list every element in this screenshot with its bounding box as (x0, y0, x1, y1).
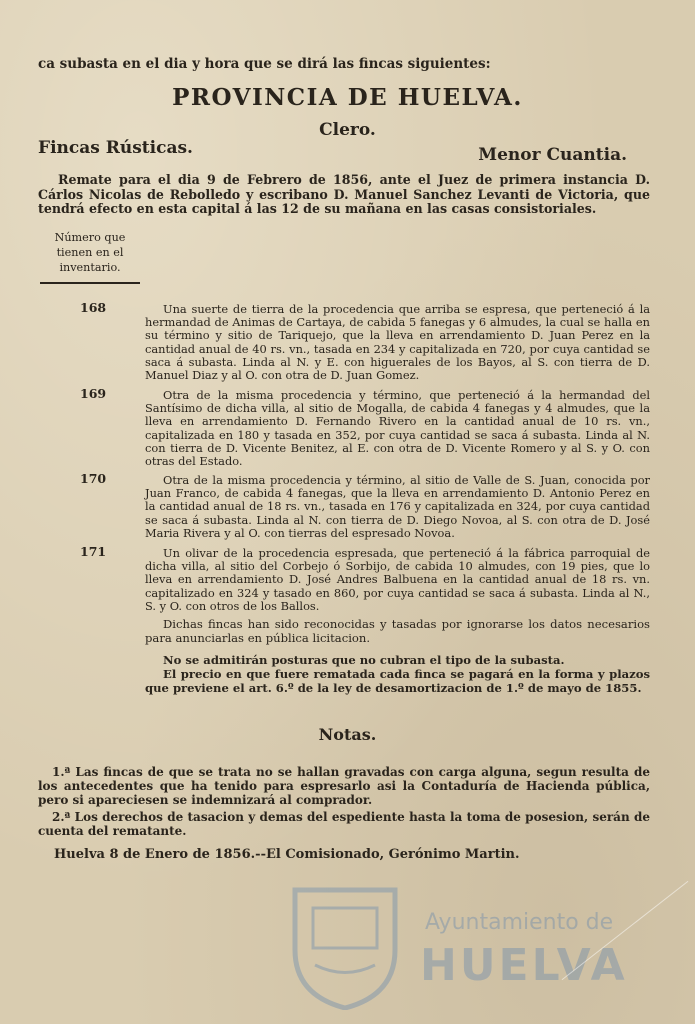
coat-of-arms-icon (285, 880, 405, 1010)
column-header-rule (40, 282, 140, 284)
column-header: Número que tienen en el inventario. (54, 231, 126, 274)
section-title: Clero. (319, 120, 376, 140)
lot-text: Una suerte de tierra de la procedencia que arriba se espresa, que perteneció á la hermandad de Animas de Cartaya, de cabida 5 fanegas y 6 almudes, la cual se halla en su término y sitio de Tariquejo, que la lleva en arrendamiento D. Juan Perez en la cantidad anual de 40 rs. vn., tasada en 234 y capitalizada en 720, por cuya cantidad se saca á subasta. Linda al N. y E. con higuerales de los Bayos, al S. con tierra de D. Manuel Diaz y al O. con otra de D. Juan Gomez. (145, 302, 650, 383)
type-left-heading: Fincas Rústicas. (38, 138, 193, 158)
type-right-heading: Menor Cuantia. (478, 145, 627, 165)
lot-number: 171 (80, 544, 107, 559)
province-title: PROVINCIA DE HUELVA. (172, 84, 523, 111)
watermark-line1: Ayuntamiento de (425, 910, 614, 935)
watermark (270, 880, 670, 1020)
lot-text: Otra de la misma procedencia y término, que perteneció á la hermandad del Santísimo de dicha villa, al sitio de Mogalla, de cabida 4 fanegas y 4 almudes, que la lleva en arrendamiento D. Fernando Rivero en la cantidad anual de 10 rs. vn., capitalizada en 180 y tasada en 352, por cuya cantidad se saca á subasta. Linda al N. con tierra de D. Vicente Benitez, al E. con otra de D. Vicente Romero y al S. y O. con otras del Estado. (145, 388, 650, 469)
lot-number: 170 (80, 471, 107, 486)
lot-text: Otra de la misma procedencia y término, al sitio de Valle de S. Juan, conocida por Juan Franco, de cabida 4 fanegas, que la lleva en arrendamiento D. Antonio Perez en la cantidad anual de 18 rs. vn., tasada en 176 y capitalizada en 324, por cuya cantidad se saca á subasta. Linda al N. con tierra de D. Diego Novoa, al S. con otra de D. José Maria Rivera y al O. con tierras del espresado Novoa. (145, 473, 650, 540)
note-paragraph: No se admitirán posturas que no cubran el tipo de la subasta. (163, 653, 565, 667)
nota-item: 1.ª Las fincas de que se trata no se hallan gravadas con carga alguna, segun resulta de los antecedentes que ha tenido para espresarlo asi la Contaduría de Hacienda pública, pero si apareciesen se indemnizará al comprador. (38, 765, 650, 807)
note-paragraph: El precio en que fuere rematada cada finca se pagará en la forma y plazos que previene el art. 6.º de la ley de desamortizacion de 1.º de mayo de 1855. (145, 667, 650, 695)
note-paragraph: Dichas fincas han sido reconocidas y tasadas por ignorarse los datos necesarios para anunciarlas en pública licitacion. (145, 617, 650, 645)
signature-line: Huelva 8 de Enero de 1856.--El Comisionado, Gerónimo Martin. (54, 847, 520, 862)
nota-item: 2.ª Los derechos de tasacion y demas del espediente hasta la toma de posesion, serán de cuenta del rematante. (38, 810, 650, 838)
lot-text: Un olivar de la procedencia espresada, que perteneció á la fábrica parroquial de dicha villa, al sitio del Corbejo ó Sorbijo, de cabida 10 almudes, con 19 pies, que lo lleva en arrendamiento D. José Andres Balbuena en la cantidad anual de 18 rs. vn. capitalizado en 324 y tasado en 860, por cuya cantidad se saca á subasta. Linda al N., S. y O. con otros de los Ballos. (145, 546, 650, 613)
watermark-line2: HUELVA (420, 940, 628, 991)
lot-number: 168 (80, 300, 107, 315)
remate-paragraph: Remate para el dia 9 de Febrero de 1856, ante el Juez de primera instancia D. Cárlos Nicolas de Rebolledo y escribano D. Manuel Sanchez Levanti de Victoria, que tendrá efecto en esta capital á las 12 de su mañana en las casas consistoriales. (38, 172, 650, 216)
notas-title: Notas. (318, 725, 377, 744)
lot-number: 169 (80, 386, 107, 401)
intro-line: ca subasta en el dia y hora que se dirá las fincas siguientes: (38, 56, 491, 72)
